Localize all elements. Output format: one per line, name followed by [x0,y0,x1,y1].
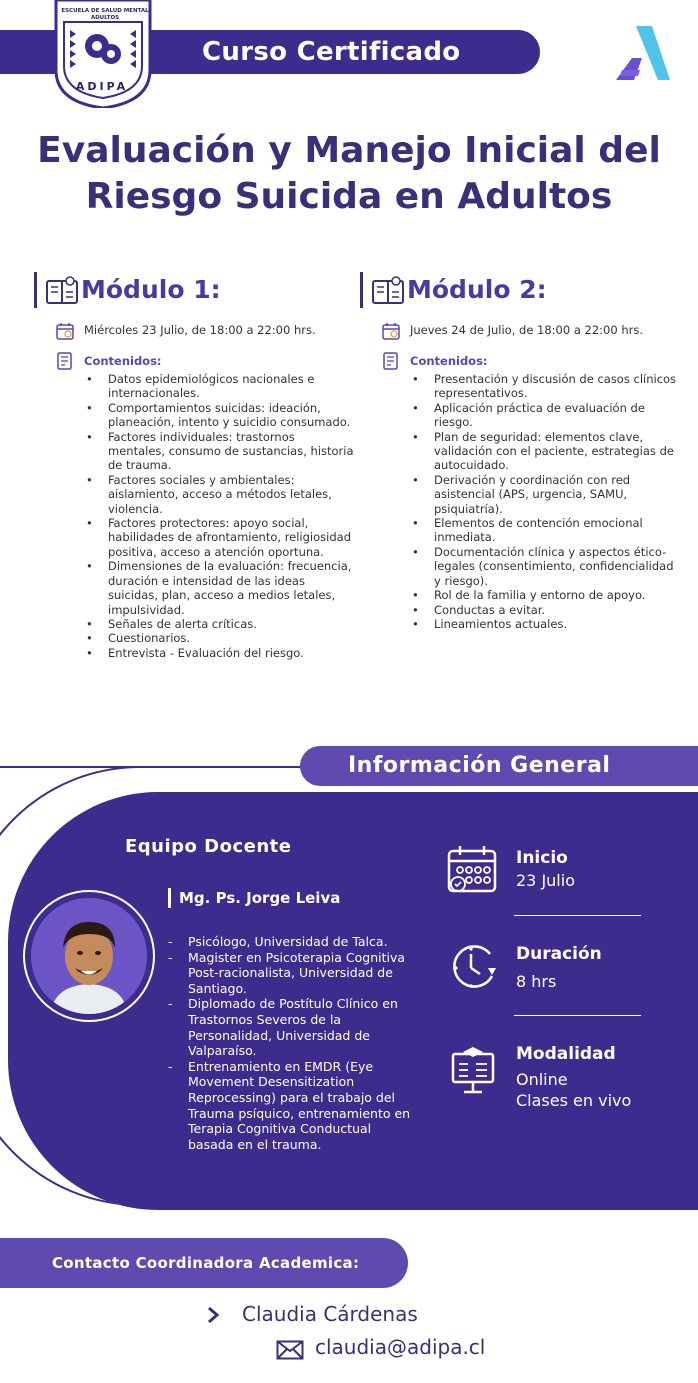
list-item: • Aplicación práctica de evaluación de riesgo. [412,401,680,430]
team-title: Equipo Docente [125,836,292,857]
list-item: • Rol de la familia y entorno de apoyo. [412,588,680,602]
module-1-header [34,272,364,308]
module-2-title: Módulo 2: [407,275,547,304]
info-mode [446,1042,666,1114]
module-1-content-list [86,372,354,660]
mode-label: Modalidad [516,1044,616,1064]
list-item: • Lineamientos actuales. [412,617,680,631]
badge-brand: ADIPA [75,80,129,93]
badge-school-name: ESCUELA DE SALUD MENTAL ADULTOS [61,8,149,21]
list-item: • Entrevista - Evaluación del riesgo. [86,646,354,660]
mode-value-live: Clases en vivo [516,1091,632,1110]
module-1 [34,272,364,660]
contact-name: Claudia Cárdenas [242,1302,418,1326]
online-class-icon [446,1042,500,1096]
chevron-right-icon [206,1306,220,1324]
list-item: - Magister en Psicoterapia Cognitiva Post-racionalista, Universidad de Santiago. [168,950,418,997]
mail-icon [276,1340,304,1360]
module-2-date: Jueves 24 de Julio, de 18:00 a 22:00 hrs. [410,323,644,337]
list-item: • Documentación clínica y aspectos ético-legales (consentimiento, confidencialidad y riesgo). [412,545,680,588]
calendar-icon [382,322,400,340]
module-1-date-row [34,322,364,342]
list-item: • Datos epidemiológicos nacionales e internacionales. [86,372,354,401]
module-2-date-row [360,322,690,342]
module-2-header [360,272,690,308]
contact-email-link[interactable]: claudia@adipa.cl [315,1335,486,1359]
module-1-date: Miércoles 23 Julio, de 18:00 a 22:00 hrs. [84,323,316,337]
module-1-title: Módulo 1: [81,275,221,304]
module-2-contents-label: Contenidos: [410,354,488,368]
divider [514,1015,641,1016]
course-type-label: Curso Certificado [202,37,461,67]
list-item: • Conductas a evitar. [412,603,680,617]
list-item: • Factores protectores: apoyo social, habilidades de afrontamiento, religiosidad positiva, acceso a atención oportuna. [86,516,354,559]
avatar [31,898,147,1014]
contact-title: Contacto Coordinadora Academica: [52,1254,360,1272]
teacher-portrait-icon [31,898,147,1014]
info-start [446,844,666,900]
adipa-logo-icon [612,22,672,82]
course-title [20,128,678,220]
book-icon [46,275,78,305]
mode-value-online: Online [516,1070,568,1089]
list-item: • Factores individuales: trastornos mentales, consumo de sustancias, historia de trauma. [86,430,354,473]
list-item: • Señales de alerta críticas. [86,617,354,631]
teacher-bio-list [168,934,418,1152]
course-title-line2: Riesgo Suicida en Adultos [85,176,613,217]
list-item: • Presentación y discusión de casos clínicos representativos. [412,372,680,401]
calendar-icon [446,844,500,898]
list-item: • Dimensiones de la evaluación: frecuencia, duración e intensidad de las ideas suicidas, plan, acceso a medios letales, impulsividad. [86,559,354,617]
document-icon [382,352,400,370]
document-icon [56,352,74,370]
list-item: • Elementos de contención emocional inmediata. [412,516,680,545]
list-item: • Derivación y coordinación con red asistencial (APS, urgencia, SAMU, psiquiatría). [412,473,680,516]
module-1-contents-header [34,352,364,372]
list-item: • Cuestionarios. [86,631,354,645]
module-2 [360,272,690,631]
info-divider-line [0,766,301,768]
duration-value: 8 hrs [516,972,557,991]
list-item: - Entrenamiento en EMDR (Eye Movement Desensitization Reprocessing) para el trabajo del Trauma psíquico, entrenamiento en Terapia Cognitiva Conductual basada en el trauma. [168,1059,418,1153]
divider [514,915,641,916]
module-1-contents-label: Contenidos: [84,354,162,368]
list-item: • Factores sociales y ambientales: aislamiento, acceso a métodos letales, violencia. [86,473,354,516]
module-2-content-list [412,372,680,631]
calendar-icon [56,322,74,340]
teacher-name: Mg. Ps. Jorge Leiva [168,888,340,908]
course-title-line1: Evaluación y Manejo Inicial del [37,130,661,171]
list-item: • Plan de seguridad: elementos clave, validación con el paciente, estrategias de autocuidado. [412,430,680,473]
book-icon [372,275,404,305]
start-label: Inicio [516,848,568,868]
module-2-contents-header [360,352,690,372]
clock-icon [446,940,500,994]
list-item: - Psicólogo, Universidad de Talca. [168,934,418,950]
list-item: • Comportamientos suicidas: ideación, planeación, intento y suicidio consumado. [86,401,354,430]
start-value: 23 Julio [516,871,575,890]
info-duration [446,940,666,996]
list-item: - Diplomado de Postítulo Clínico en Trastornos Severos de la Personalidad, Universidad de Valparaíso. [168,996,418,1058]
info-title: Información General [348,753,611,778]
duration-label: Duración [516,944,602,964]
